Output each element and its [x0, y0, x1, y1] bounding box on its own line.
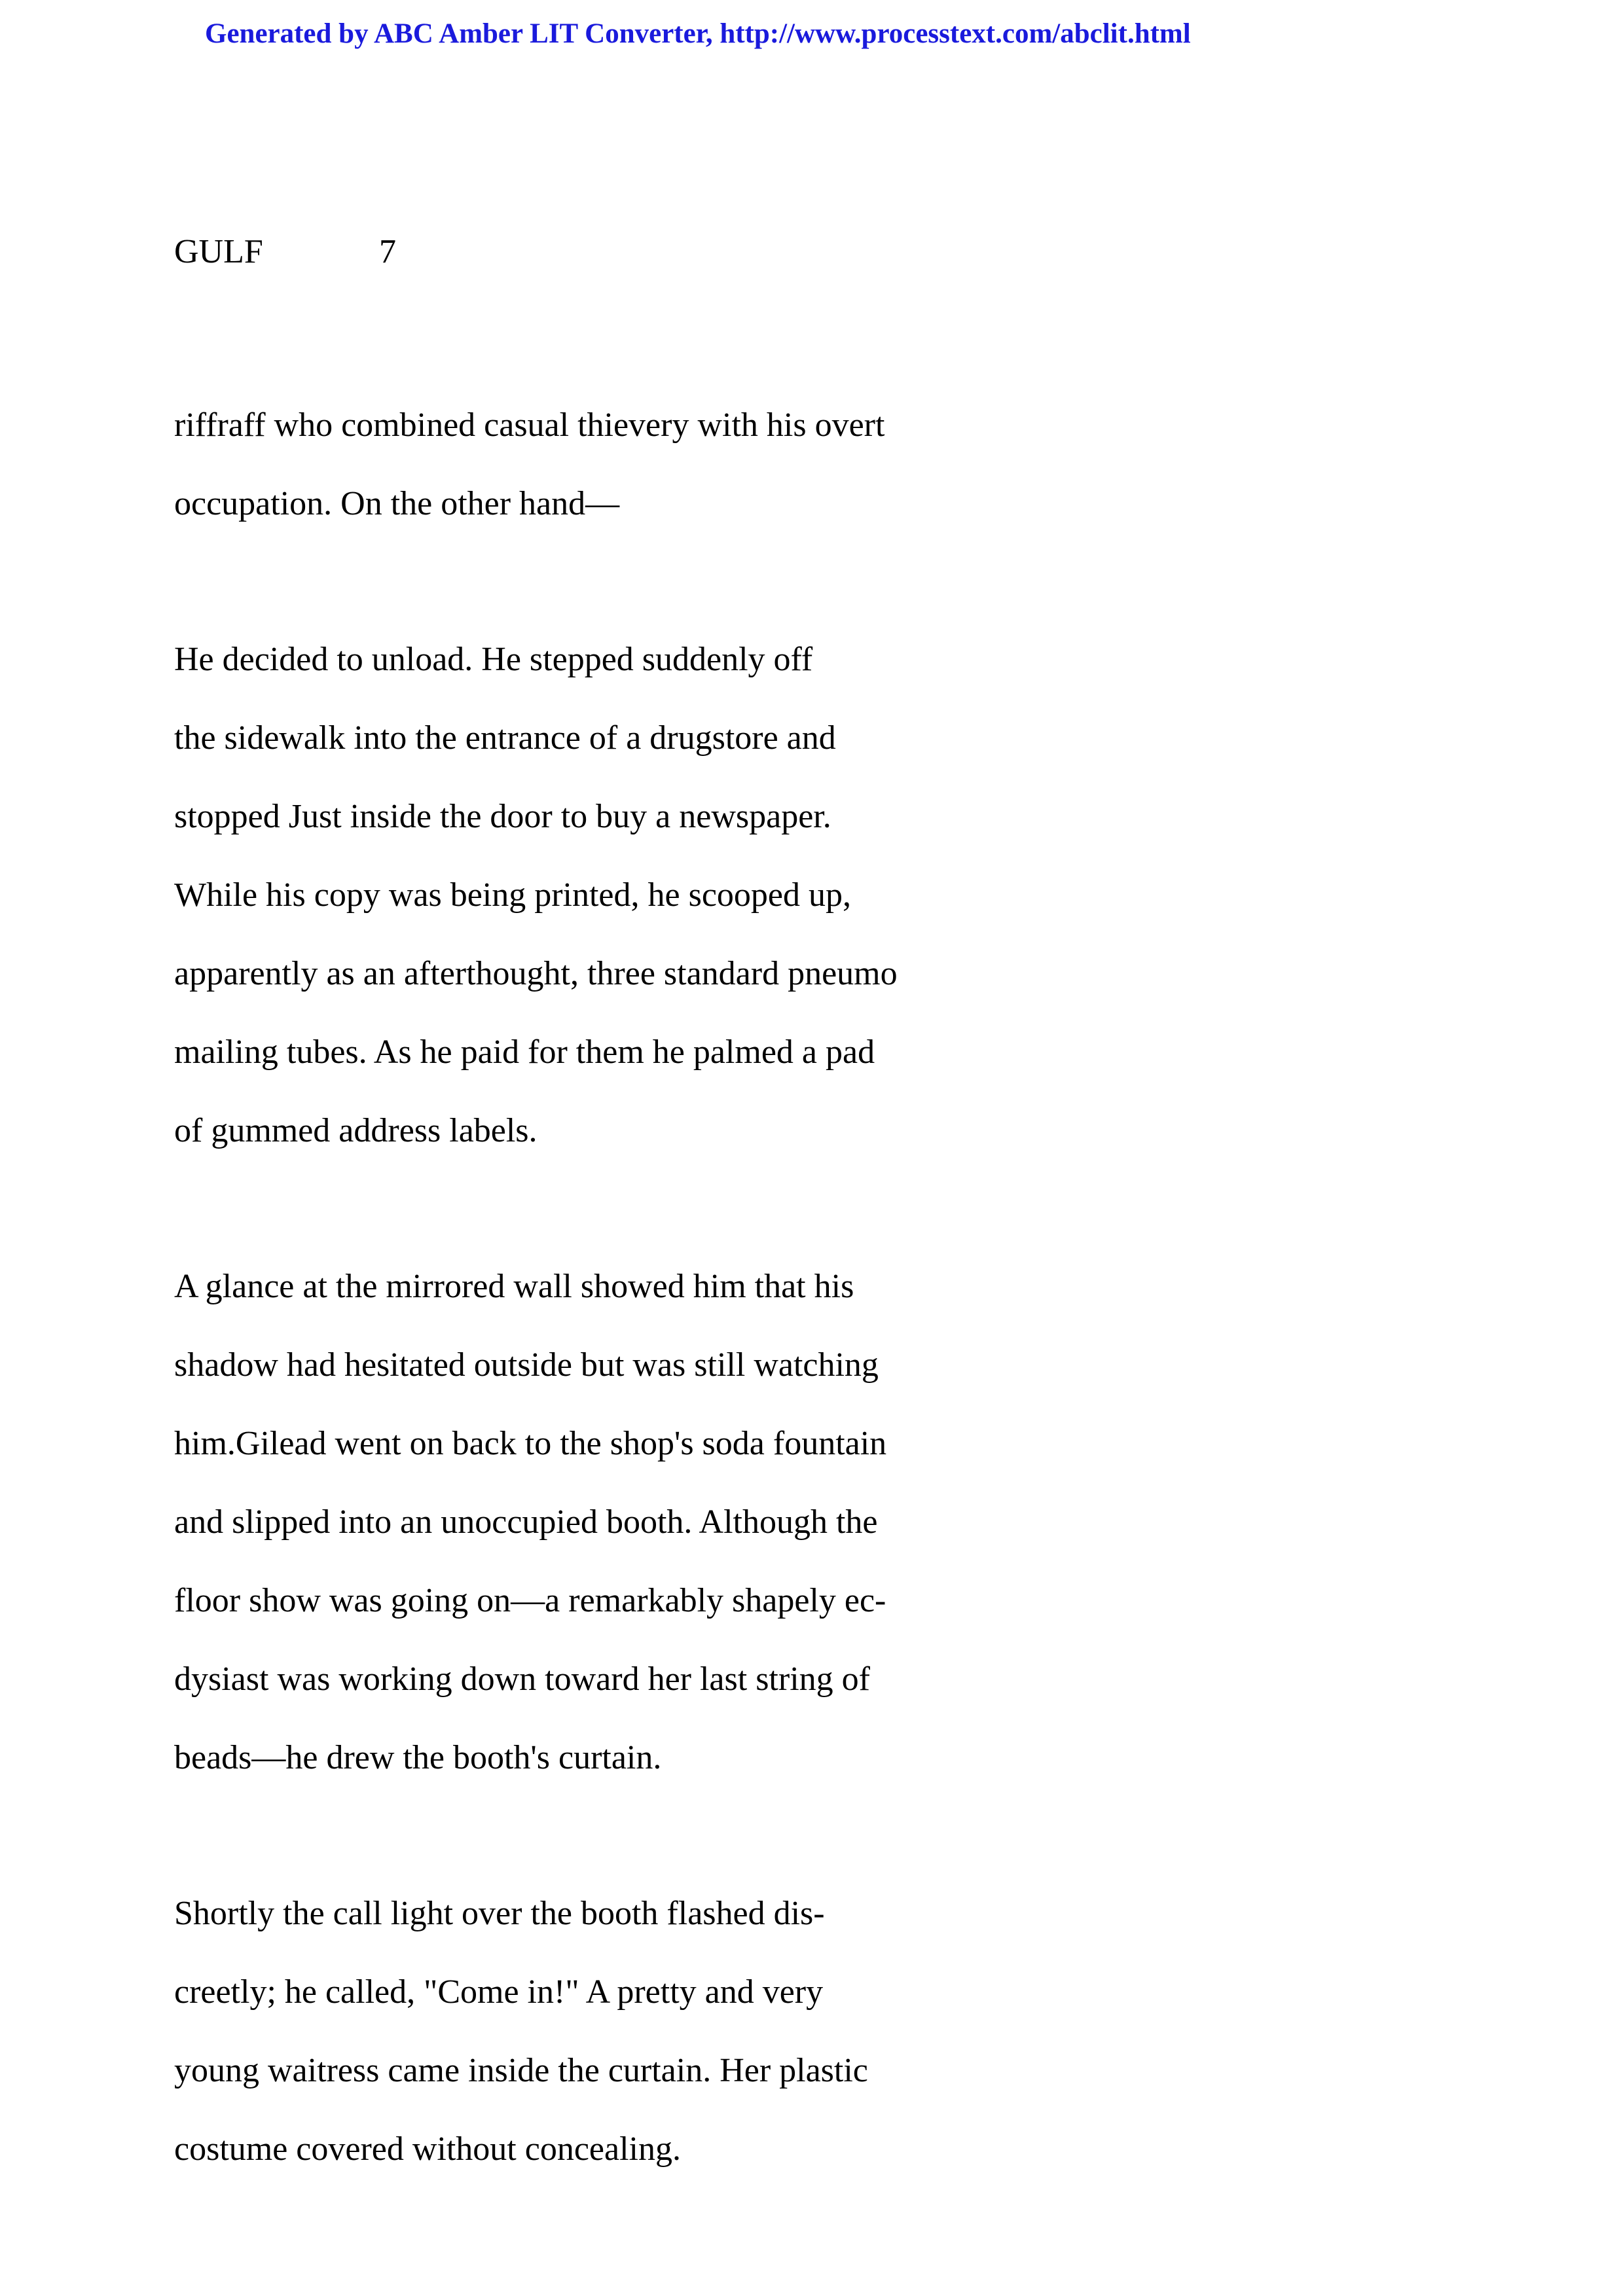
- text-line: A glance at the mirrored wall showed him that his: [174, 1268, 854, 1305]
- text-line: He decided to unload. He stepped suddenly off: [174, 641, 813, 678]
- text-line: creetly; he called, "Come in!" A pretty and very: [174, 1973, 824, 2011]
- text-line: him.Gilead went on back to the shop's soda fountain: [174, 1425, 887, 1462]
- text-line: occupation. On the other hand—: [174, 485, 620, 522]
- paragraph-1: [174, 386, 1222, 543]
- paragraph-2: [174, 620, 1222, 1170]
- text-line: mailing tubes. As he paid for them he palmed a pad: [174, 1033, 875, 1071]
- text-line: Shortly the call light over the booth flashed dis-: [174, 1895, 825, 1932]
- text-line: the sidewalk into the entrance of a drugstore and: [174, 719, 836, 757]
- text-line: riffraff who combined casual thievery with his overt: [174, 406, 885, 444]
- text-line: shadow had hesitated outside but was still watching: [174, 1346, 879, 1384]
- text-line: While his copy was being printed, he scooped up,: [174, 876, 851, 914]
- running-head: [174, 229, 396, 275]
- text-line: costume covered without concealing.: [174, 2130, 681, 2168]
- text-line: apparently as an afterthought, three standard pneumo: [174, 955, 898, 992]
- text-line: floor show was going on—a remarkably shapely ec-: [174, 1582, 886, 1619]
- text-line: young waitress came inside the curtain. Her plastic: [174, 2052, 868, 2089]
- paragraph-3: [174, 1247, 1222, 1797]
- running-head-title: GULF: [174, 233, 263, 270]
- converter-banner-link[interactable]: Generated by ABC Amber LIT Converter, http://www.processtext.com/abclit.html: [205, 18, 1191, 49]
- text-line: stopped Just inside the door to buy a newspaper.: [174, 798, 831, 835]
- text-line: of gummed address labels.: [174, 1112, 538, 1149]
- text-line: beads—he drew the booth's curtain.: [174, 1739, 662, 1776]
- body-text: [174, 386, 1222, 2266]
- paragraph-4: [174, 1874, 1222, 2189]
- converter-banner: [205, 14, 1191, 54]
- text-line: and slipped into an unoccupied booth. Although the: [174, 1503, 878, 1541]
- text-line: dysiast was working down toward her last string of: [174, 1660, 870, 1698]
- page-number: 7: [379, 233, 396, 270]
